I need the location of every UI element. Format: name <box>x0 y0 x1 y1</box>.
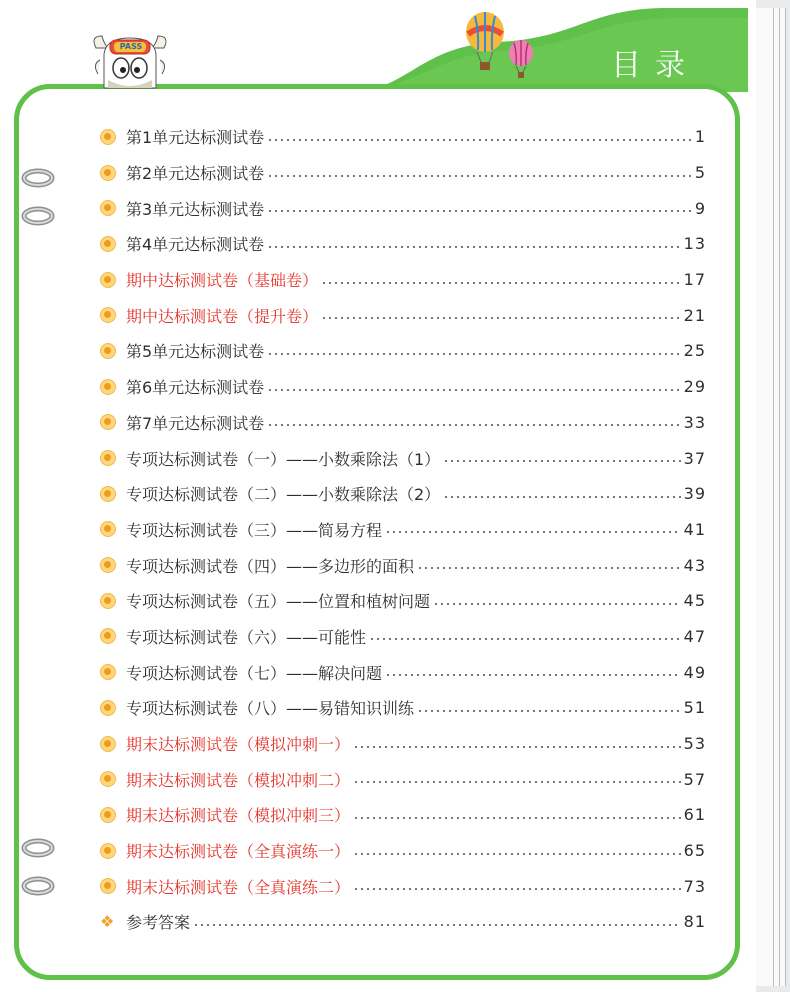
dot-leader <box>433 603 681 605</box>
mascot-cow-icon <box>90 30 170 90</box>
toc-entry-page-number: 57 <box>683 769 706 789</box>
dot-leader <box>353 817 681 819</box>
dot-leader <box>369 638 681 640</box>
dot-leader <box>385 531 681 533</box>
dot-leader <box>353 853 681 855</box>
circle-bullet-icon <box>100 486 116 502</box>
circle-bullet-icon <box>100 129 116 145</box>
toc-entry[interactable] <box>100 119 706 155</box>
mascot-badge-text: PASS <box>119 42 143 51</box>
dot-leader <box>267 139 692 141</box>
toc-entry-label: 第7单元达标测试卷 <box>126 413 265 433</box>
dot-leader <box>443 460 680 462</box>
toc-entry[interactable] <box>100 654 706 690</box>
toc-entry-page-number: 45 <box>683 591 706 611</box>
dot-leader <box>267 210 692 212</box>
circle-bullet-icon <box>100 736 116 752</box>
toc-entry[interactable] <box>100 761 706 797</box>
diamond-bullet-icon: ❖ <box>100 911 115 931</box>
circle-bullet-icon <box>100 307 116 323</box>
toc-entry[interactable] <box>100 369 706 405</box>
toc-entry-label: 期末达标测试卷（模拟冲刺一） <box>126 735 351 755</box>
toc-entry-page-number: 47 <box>683 626 706 646</box>
toc-entry[interactable] <box>100 619 706 655</box>
circle-bullet-icon <box>100 379 116 395</box>
hot-air-balloon-icon <box>507 40 535 80</box>
toc-entry[interactable] <box>100 797 706 833</box>
binder-ring-icon <box>18 838 58 858</box>
toc-entry-label: 期末达标测试卷（模拟冲刺三） <box>126 806 351 826</box>
binder-ring-icon <box>18 876 58 896</box>
circle-bullet-icon <box>100 593 116 609</box>
toc-entry[interactable] <box>100 226 706 262</box>
toc-entry-label: 期中达标测试卷（提升卷） <box>126 306 319 326</box>
toc-entry[interactable] <box>100 333 706 369</box>
toc-entry-label: 第5单元达标测试卷 <box>126 342 265 362</box>
circle-bullet-icon <box>100 272 116 288</box>
dot-leader <box>353 888 681 890</box>
toc-entry-page-number: 49 <box>683 662 706 682</box>
toc-entry-page-number: 21 <box>683 305 706 325</box>
toc-entry-page-number: 25 <box>683 341 706 361</box>
toc-entry-label: 期末达标测试卷（全真演练一） <box>126 842 351 862</box>
dot-leader <box>267 353 680 355</box>
circle-bullet-icon <box>100 414 116 430</box>
dot-leader <box>353 781 681 783</box>
circle-bullet-icon <box>100 771 116 787</box>
circle-bullet-icon <box>100 664 116 680</box>
toc-entry-page-number: 39 <box>683 484 706 504</box>
circle-bullet-icon <box>100 165 116 181</box>
dot-leader <box>193 924 681 926</box>
dot-leader <box>267 389 680 391</box>
toc-entry[interactable] <box>100 868 706 904</box>
toc-entry-page-number: 33 <box>683 412 706 432</box>
toc-entry[interactable] <box>100 155 706 191</box>
toc-entry-page-number: 37 <box>683 448 706 468</box>
toc-entry-label: 专项达标测试卷（六）——可能性 <box>126 627 367 647</box>
toc-entry-page-number: 51 <box>683 698 706 718</box>
dot-leader <box>321 317 681 319</box>
toc-entry[interactable] <box>100 690 706 726</box>
table-of-contents <box>100 119 706 940</box>
hot-air-balloon-icon <box>464 12 506 72</box>
dot-leader <box>267 175 692 177</box>
dot-leader <box>417 710 681 712</box>
circle-bullet-icon <box>100 343 116 359</box>
circle-bullet-icon <box>100 878 116 894</box>
toc-entry[interactable] <box>100 190 706 226</box>
toc-entry-label: 参考答案 <box>126 913 191 933</box>
page-title: 目录 <box>611 48 699 83</box>
toc-entry-label: 第3单元达标测试卷 <box>126 199 265 219</box>
toc-entry[interactable] <box>100 583 706 619</box>
toc-entry-label: 专项达标测试卷（三）——简易方程 <box>126 520 383 540</box>
toc-entry[interactable] <box>100 904 706 940</box>
toc-entry-page-number: 61 <box>683 805 706 825</box>
dot-leader <box>417 567 681 569</box>
dot-leader <box>267 424 680 426</box>
circle-bullet-icon <box>100 843 116 859</box>
toc-entry-label: 专项达标测试卷（八）——易错知识训练 <box>126 699 415 719</box>
dot-leader <box>443 496 680 498</box>
toc-entry[interactable] <box>100 547 706 583</box>
toc-entry-page-number: 13 <box>683 234 706 254</box>
toc-entry-label: 第6单元达标测试卷 <box>126 378 265 398</box>
toc-entry-label: 第2单元达标测试卷 <box>126 164 265 184</box>
toc-entry[interactable] <box>100 726 706 762</box>
toc-entry-page-number: 1 <box>694 127 706 147</box>
toc-entry-label: 专项达标测试卷（五）——位置和植树问题 <box>126 592 431 612</box>
binder-ring-icon <box>18 168 58 188</box>
dot-leader <box>267 246 680 248</box>
toc-entry-label: 专项达标测试卷（四）——多边形的面积 <box>126 556 415 576</box>
circle-bullet-icon <box>100 521 116 537</box>
toc-entry[interactable] <box>100 405 706 441</box>
toc-entry-page-number: 29 <box>683 377 706 397</box>
toc-entry[interactable] <box>100 262 706 298</box>
toc-entry-label: 专项达标测试卷（一）——小数乘除法（1） <box>126 449 441 469</box>
toc-entry-page-number: 81 <box>683 912 706 932</box>
dot-leader <box>385 674 681 676</box>
toc-entry[interactable] <box>100 440 706 476</box>
circle-bullet-icon <box>100 700 116 716</box>
binder-ring-icon <box>18 206 58 226</box>
circle-bullet-icon <box>100 450 116 466</box>
toc-entry-page-number: 9 <box>694 198 706 218</box>
toc-entry[interactable] <box>100 297 706 333</box>
toc-entry-page-number: 65 <box>683 841 706 861</box>
circle-bullet-icon <box>100 236 116 252</box>
toc-entry-page-number: 73 <box>683 876 706 896</box>
toc-entry-label: 专项达标测试卷（二）——小数乘除法（2） <box>126 485 441 505</box>
toc-entry-label: 期末达标测试卷（全真演练二） <box>126 877 351 897</box>
circle-bullet-icon <box>100 807 116 823</box>
toc-entry[interactable] <box>100 512 706 548</box>
circle-bullet-icon <box>100 557 116 573</box>
toc-entry-label: 第1单元达标测试卷 <box>126 128 265 148</box>
toc-entry-page-number: 17 <box>683 270 706 290</box>
toc-entry-label: 期末达标测试卷（模拟冲刺二） <box>126 770 351 790</box>
toc-entry-label: 第4单元达标测试卷 <box>126 235 265 255</box>
dot-leader <box>353 746 681 748</box>
toc-entry[interactable] <box>100 833 706 869</box>
toc-entry[interactable] <box>100 476 706 512</box>
toc-entry-page-number: 41 <box>683 519 706 539</box>
circle-bullet-icon <box>100 628 116 644</box>
toc-entry-page-number: 53 <box>683 734 706 754</box>
dot-leader <box>321 282 681 284</box>
toc-entry-label: 期中达标测试卷（基础卷） <box>126 271 319 291</box>
toc-entry-page-number: 5 <box>694 163 706 183</box>
circle-bullet-icon <box>100 200 116 216</box>
toc-entry-page-number: 43 <box>683 555 706 575</box>
toc-entry-label: 专项达标测试卷（七）——解决问题 <box>126 663 383 683</box>
